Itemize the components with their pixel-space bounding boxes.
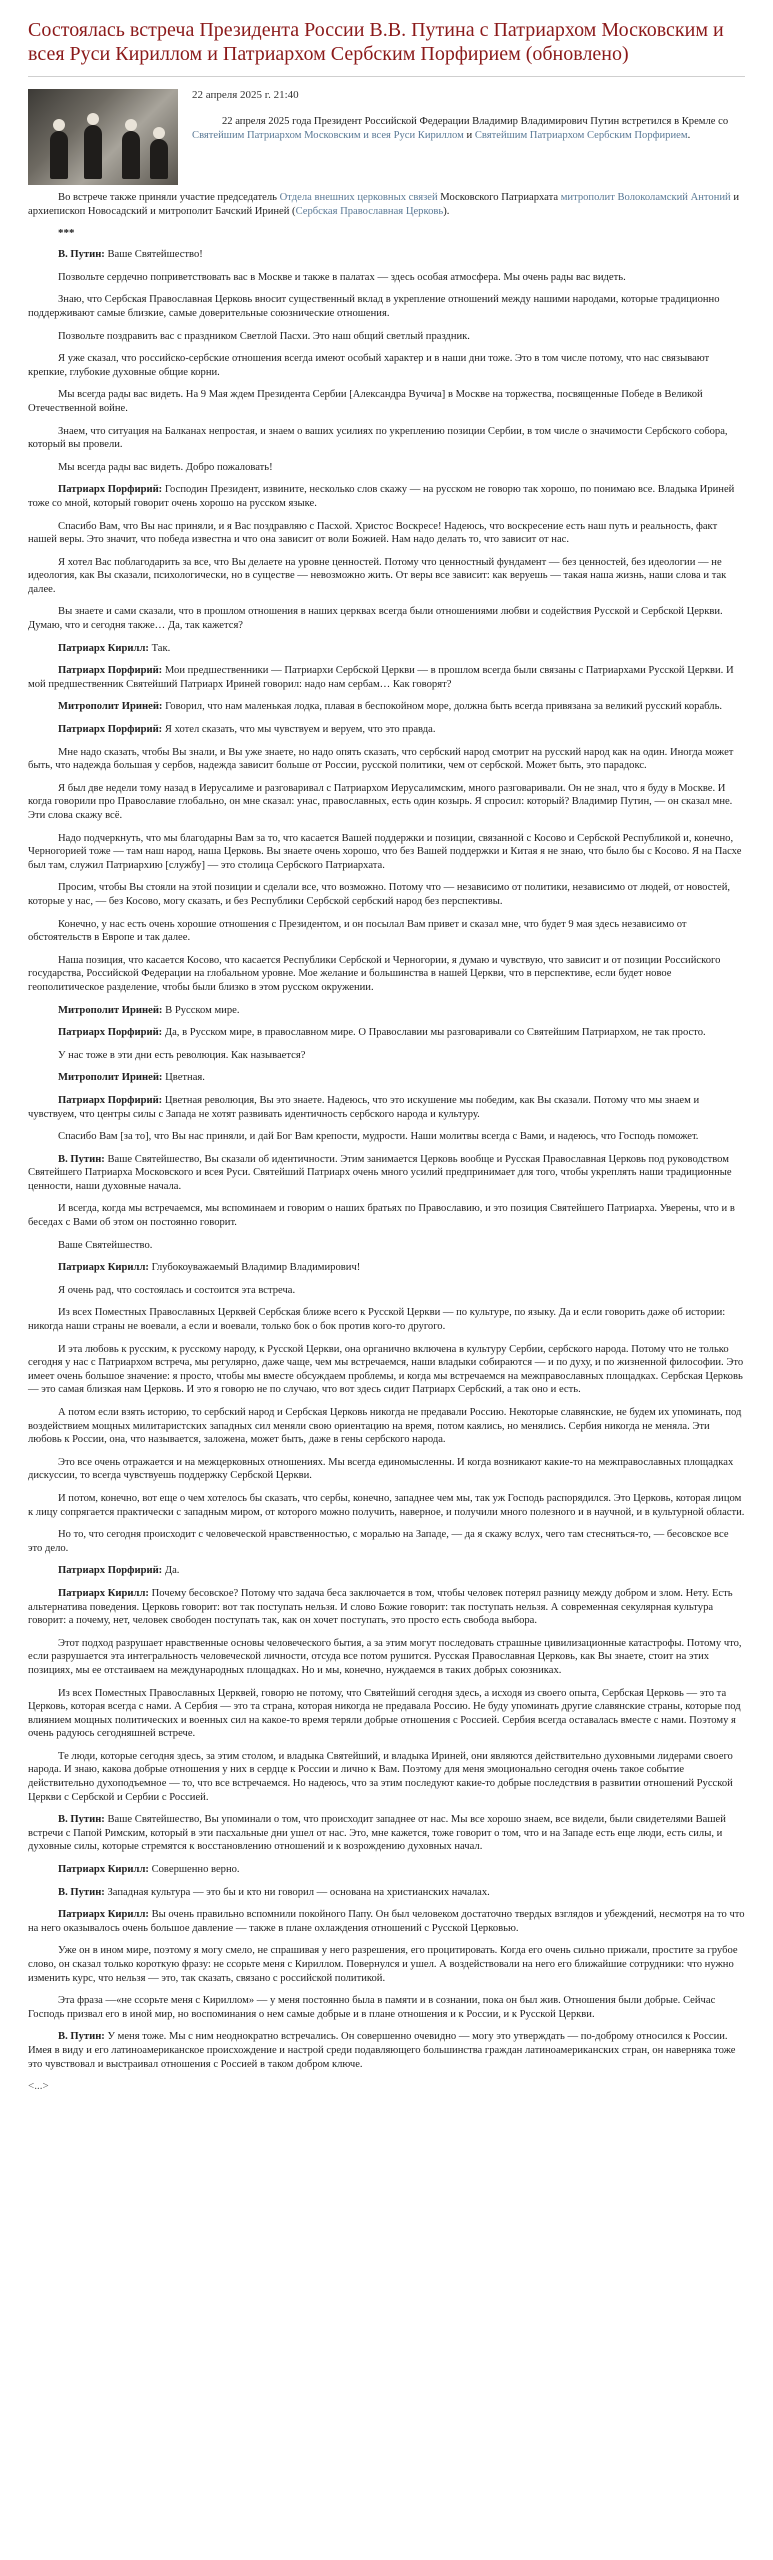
transcript-paragraph <box>28 1637 745 1678</box>
transcript-paragraph <box>28 556 745 597</box>
speaker-name: Митрополит Ириней: <box>58 1004 163 1016</box>
speaker-name: Патриарх Порфирий: <box>58 724 163 736</box>
article-photo[interactable] <box>28 89 178 185</box>
transcript-paragraph <box>28 832 745 873</box>
title-divider <box>28 76 745 77</box>
speaker-name: Патриарх Кирилл: <box>58 642 149 654</box>
paragraph-text: Из всех Поместных Православных Церквей Сербская ближе всего к Русской Церкви — по культуре, по языку. Да и если говорить даже об истории: никогда наши страны не воевали, а если и воевали, только бок о бок против кого-то другого. <box>28 1307 726 1333</box>
transcript-paragraph <box>28 746 745 773</box>
paragraph-text: И всегда, когда мы встречаемся, мы вспоминаем и говорим о наших братьях по Православию, и это позиция Святейшего Патриарха. Уверены, что и в беседах с Вами об этом он постоянно говорит. <box>28 1203 735 1229</box>
transcript-paragraph <box>28 1049 745 1063</box>
paragraph-text: Те люди, которые сегодня здесь, за этим столом, и владыка Святейший, и владыка Ириней, они являются действительно духовными лидерами своего народа. И знаю, какова добрые отношения у них в сердце к России и лично к Вам. Поэтому для меня эмоционально сегодня очень такое событие действительно духоподъемное — то, что все встречаемся. Но надеюсь, что за этим последуют какие-то добрые последствия в развитии отношений Русской Церкви с Сербской и Сербии с Россией. <box>28 1750 733 1803</box>
speaker-name: Патриарх Порфирий: <box>58 484 163 496</box>
article-title: Состоялась встреча Президента России В.В. Путина с Патриархом Московским и всея Руси Кириллом и Патриархом Сербским Порфирием (обновлено) <box>28 19 724 65</box>
paragraph-text: Наша позиция, что касается Косово, что касается Республики Сербской и Черногории, я думаю и чувствую, что зависит и от позиции Российского государства, Российской Федерации на глобальном уровне. Мое желание и большинства в нашей Церкви, что в перспективе, если будет новое геополитическое разделение, чтобы были близко в этом русском окружении. <box>28 954 721 993</box>
transcript-paragraph <box>28 2030 745 2071</box>
transcript-paragraph <box>28 1202 745 1229</box>
more-marker: <...> <box>28 2080 49 2093</box>
paragraph-text: И эта любовь к русским, к русскому народу, к Русской Церкви, она органично включена в культуру Сербии, сербского народа. Потому что не только сегодня у нас с Патриархом встреча, мы регулярно, даже чаще, чем мы встречаемся, наши владыки собираются — и по духу, и по жизненной философии. Это имеет очень большое значение: я просто, чтобы мы вместе обсуждаем проблемы, и когда мы встречаемся на межправославных площадках. Сербская Церковь — это самая близкая нам Церковь. И это я говорю не по случаю, что вот здесь сидит Патриарх Сербский, а так оно и есть. <box>28 1343 744 1396</box>
transcript-paragraph <box>28 782 745 823</box>
paragraph-text: Мы всегда рады вас видеть. На 9 Мая ждем Президента Сербии [Александра Вучича] в Москве на торжества, посвященные Победе в Великой Отечественной войне. <box>28 389 703 414</box>
paragraph-text: Это все очень отражается и на межцерковных отношениях. Мы всегда единомысленны. И когда возникают какие-то на межправославных площадках дискуссии, то всегда чувствуешь поддержку Сербской Церкви. <box>28 1456 734 1482</box>
transcript-paragraph <box>28 388 745 415</box>
link-serbian-church[interactable]: Сербская Православная Церковь <box>295 205 444 217</box>
paragraph-text: Конечно, у нас есть очень хорошие отношения с Президентом, и он посылал Вам привет и сказал мне, что будет 9 мая здесь независимо от обстоятельств в Европе и так далее. <box>28 918 687 944</box>
paragraph-text: Я был две недели тому назад в Иерусалиме и разговаривал с Патриархом Иерусалимским, много разговаривали. Он не знал, что я буду в Москве. И когда говорили про Православие глобально, он мне сказал: унас, православных, есть один козырь. Я спросил: который? Владимир Путин, — он сказал мне. Эти слова скажу всё. <box>28 782 733 821</box>
transcript-paragraph <box>28 520 745 547</box>
link-patriarch-kirill[interactable]: Святейшим Патриархом Московским и всея Руси Кириллом <box>192 129 464 141</box>
transcript-paragraph <box>28 271 745 285</box>
transcript-paragraph <box>28 1239 745 1253</box>
paragraph-text: Господин Президент, извините, несколько слов скажу — на русском не говорю так хорошо, по понимаю все. Владыка Ириней тоже со мной, который говорит очень хорошо на русском языке. <box>28 484 735 509</box>
transcript-paragraph <box>28 1153 745 1194</box>
transcript-paragraph <box>28 425 745 452</box>
speaker-name: В. Путин: <box>58 249 105 261</box>
paragraph-text: Ваше Святейшество. <box>58 1239 153 1251</box>
transcript-paragraph <box>28 1863 745 1877</box>
transcript-paragraph <box>28 723 745 737</box>
paragraph-text: Спасибо Вам, что Вы нас приняли, и я Вас поздравляю с Пасхой. Христос Воскресе! Надеюсь, что воскресение есть наш путь и реальность, факт нашей веры. Это значит, что победа известна и что она зависит от воли Божией. Нам надо делать то, что зависит от нас. <box>28 520 718 546</box>
transcript-paragraph <box>28 1094 745 1121</box>
paragraph-text: Ваше Святейшество, Вы упоминали о том, что происходит западнее от нас. Мы все хорошо знаем, все видели, были свидетелями Вашей встречи с Папой Римским, который в эти пасхальные дни ушел от нас. Это, мне кажется, тоже говорит о том, что и на Западе есть еще люди, есть силы, и духовные силы, которые стремятся к восстановлению отношений и к возрождению духовных начал. <box>28 1814 726 1853</box>
paragraph-text: Я хотел Вас поблагодарить за все, что Вы делаете на уровне ценностей. Потому что ценностный фундамент — без ценностей, без идеологии — не идеология, как Вы сказали, психологически, но в существе — невозможно жить. От веры все зависит: как веруешь — такая наша жизнь, наши слова и так далее. <box>28 556 727 595</box>
speaker-name: В. Путин: <box>58 1814 105 1826</box>
speaker-name: Патриарх Порфирий: <box>58 1027 163 1039</box>
paragraph-text: Знаю, что Сербская Православная Церковь вносит существенный вклад в укрепление отношений между нашими народами, которые традиционно поддерживают самые близкие, самые доверительные союзнические отношения. <box>28 294 720 319</box>
transcript-paragraph <box>28 1306 745 1333</box>
transcript-paragraph <box>28 330 745 344</box>
paragraph-text: Почему бесовское? Потому что задача беса заключается в том, чтобы человек потерял разницу между добром и злом. Нету. Есть альтернатива поведения. Церковь говорит: вот так поступать нельзя. И слово Божие говорит: так поступать нельзя. А современная секулярная культура говорит: а почему, нет, человек свободен поступать так, как он хочет поступать, это просто есть свобода выбора. <box>28 1587 733 1627</box>
transcript-paragraph <box>28 483 745 510</box>
transcript-paragraph <box>28 881 745 908</box>
transcript-paragraph <box>28 1908 745 1935</box>
paragraph-text: Я уже сказал, что российско-сербские отношения всегда имеют особый характер и в наши дни тоже. Это в том числе потому, что нас связывают крепкие, глубокие духовные общие корни. <box>28 353 710 378</box>
paragraph-text: У нас тоже в эти дни есть революция. Как называется? <box>58 1049 306 1061</box>
transcript-paragraph <box>28 664 745 691</box>
transcript-paragraph <box>28 1071 745 1085</box>
paragraph-text: Знаем, что ситуация на Балканах непростая, и знаем о ваших усилиях по укреплению позиции Сербии, в том числе о значимости Сербского собора, который вы провели. <box>28 425 728 451</box>
paragraph-text: Западная культура — это бы и кто ни говорил — основана на христианских началах. <box>104 1886 490 1898</box>
transcript-paragraph <box>28 1528 745 1555</box>
transcript-paragraph <box>28 1994 745 2021</box>
paragraph-text: Этот подход разрушает нравственные основы человеческого бытия, а за этим могут последовать страшные цивилизационные катастрофы. Потому что, если разрушается эта интегральность человеческой личности, отсуда все потом рушится. Русская Православная Церковь, как Вы знаете, стоит на этих позициях, мы ее отстаиваем на международных площадках. Но и мы, конечно, нуждаемся в таких добрых союзниках. <box>28 1637 742 1676</box>
paragraph-text: Говорил, что нам маленькая лодка, плавая в беспокойном море, должна быть всегда привязана за великий русский корабль. <box>162 701 723 713</box>
speaker-name: Патриарх Порфирий: <box>58 665 163 677</box>
article <box>14 0 759 2092</box>
transcript-paragraph <box>28 1004 745 1018</box>
article-date: 22 апреля 2025 г. 21:40 <box>192 89 299 101</box>
paragraph-text: Из всех Поместных Православных Церквей, говорю не потому, что Святейший сегодня здесь, а исходя из своего опыта, Сербская Церковь — это та Церковь, которая всегда с нами. А Сербия — это та страна, которая никогда не предавала Россию. Не буду упоминать другие славянские страны, которые под влиянием мощных политических и военных сил на какое-то время теряли добрые отношения с Россией. Сербия всегда оставалась вместе с нами. Поэтому я очень радуюсь сегодняшней встрече. <box>28 1687 741 1740</box>
paragraph-text: Но то, что сегодня происходит с человеческой нравственностью, с моралью на Западе, — да я скажу вслух, чего там стесняться-то, — бесовское все это дело. <box>28 1529 729 1554</box>
speaker-name: Митрополит Ириней: <box>58 1072 163 1084</box>
transcript-paragraph <box>28 1944 745 1985</box>
paragraph-text: Так. <box>148 642 171 654</box>
transcript-paragraph <box>28 1587 745 1628</box>
paragraph-text: Я хотел сказать, что мы чувствуем и веруем, что это правда. <box>162 724 436 736</box>
paragraph-text: Вы очень правильно вспомнили покойного Папу. Он был человеком достаточно твердых взглядов и убеждений, несмотря на то что на него оказывалось очень большое давление — также в плане охлаждения отношений с Русской Церковью. <box>28 1909 745 1934</box>
paragraph-text: Да. <box>162 1565 180 1577</box>
transcript-paragraph <box>28 1750 745 1804</box>
link-patriarch-porfirije[interactable]: Святейшим Патриархом Сербским Порфирием <box>474 129 688 141</box>
paragraph-text: И потом, конечно, вот еще о чем хотелось бы сказать, что сербы, конечно, западнее чем мы, так уж Господь распорядился. Это Церковь, которая лицом к лицу сопрягается практически с западным миром, от которого можно получить, наверное, и получили много полезного и в научной, и в культурной области. <box>28 1492 745 1518</box>
paragraph-text: У меня тоже. Мы с ним неоднократно встречались. Он совершенно очевидно — могу это утверждать — по-доброму относился к России. Имея в виду и его латиноамериканское происхождение и настрой среди подавляющего большинства граждан латиноамериканских стран, он наверняка тоже это чувствовал и выстраивал отношения с Россией в таком добром ключе. <box>28 2031 736 2070</box>
link-metropolitan-anthony[interactable]: митрополит Волоколамский Антоний <box>560 192 731 203</box>
transcript-paragraph <box>28 1343 745 1397</box>
paragraph-text: Глубокоуважаемый Владимир Владимирович! <box>148 1262 361 1274</box>
article-lead <box>28 89 745 185</box>
paragraph-text: Да, в Русском мире, в православном мире. О Православии мы разговаривали со Святейшим Патриархом, не так просто. <box>162 1027 706 1039</box>
transcript-paragraph <box>28 1813 745 1854</box>
paragraph-text: Просим, чтобы Вы стояли на этой позиции и сделали все, что возможно. Потому что — независимо от политики, независимо от людей, от новостей, которые у нас, — без Косово, могу сказать, и без Республики Сербской сербский народ без перспективы. <box>28 882 731 907</box>
paragraph-text: В Русском мире. <box>162 1004 240 1016</box>
paragraph-text: Ваше Святейшество! <box>104 249 203 261</box>
transcript-paragraph <box>28 1284 745 1298</box>
paragraph-text: Спасибо Вам [за то], что Вы нас приняли, и дай Бог Вам крепости, мудрости. Наши молитвы всегда с Вами, и надеюсь, что Господь поможет. <box>58 1131 699 1143</box>
speaker-name: В. Путин: <box>58 2031 105 2043</box>
transcript-paragraph <box>28 1456 745 1483</box>
speaker-name: Патриарх Кирилл: <box>58 1909 149 1921</box>
paragraph-text: Я очень рад, что состоялась и состоится эта встреча. <box>58 1284 296 1296</box>
transcript-paragraph <box>28 248 745 262</box>
paragraph-text: Вы знаете и сами сказали, что в прошлом отношения в наших церквах всегда были отношениями любви и содействия Русской и Сербской Церкви. Думаю, что и сегодня также… Да, так кажется? <box>28 606 723 632</box>
speaker-name: Патриарх Кирилл: <box>58 1864 149 1876</box>
transcript-paragraph <box>28 1026 745 1040</box>
transcript-paragraph <box>28 461 745 475</box>
paragraph-text: Уже он в ином мире, поэтому я могу смело, не спрашивая у него разрешения, его процитировать. Когда его очень сильно прижали, простите за грубое слово, он сказал только короткую фразу: не ссорьте меня с Кириллом. Повернулся и ушел. А воздействовали на него его ближайшие сотрудники: что нужно изменить курс, что нельзя — это, так сказать, связано с российской политикой. <box>28 1945 738 1984</box>
transcript-paragraph <box>28 1406 745 1447</box>
transcript-paragraph <box>28 918 745 945</box>
transcript-paragraph <box>28 1492 745 1519</box>
paragraph-text: Надо подчеркнуть, что мы благодарны Вам за то, что касается Вашей поддержки и позиции, связанной с Косово и Сербской Республикой и, конечно, Черногорией тоже — там наш народ, наша Церковь. Вы знаете очень хорошо, что без Вашей поддержки и Китая я не знаю, что было бы с Косово. Я на Пасхе был там, служил Патриархию [службу] — это столица Сербского Патриархата. <box>28 832 742 871</box>
transcript-paragraph <box>28 1130 745 1144</box>
paragraph-text: Мои предшественники — Патриархи Сербской Церкви — в прошлом всегда были связаны с Патриархами Русской Церкви. И мой предшественник Святейший Патриарх Ириней говорил: надо нам сербам… Как говорят? <box>28 665 734 690</box>
paragraph-text: Цветная революция, Вы это знаете. Надеюсь, что это искушение мы победим, как Вы сказали. Потому что мы знаем и чувствуем, что центры силы с Запада не хотят развивать идентичность сербского народа и культуру. <box>28 1094 700 1120</box>
intro-paragraph-1: 22 апреля 2025 года Президент Российской Федерации Владимир Владимирович Путин встретился в Кремле со Святейшим Патриархом Московским и всея Руси Кириллом и Святейшим Патриархом Сербским Порфирием. <box>192 116 729 141</box>
transcript-paragraph <box>28 1687 745 1741</box>
transcript-paragraph <box>28 1886 745 1900</box>
transcript-paragraph <box>28 954 745 995</box>
paragraph-text: Позвольте сердечно поприветствовать вас в Москве и также в палатах — здесь особая атмосфера. Мы очень рады вас видеть. <box>58 271 626 283</box>
link-decr[interactable]: Отдела внешних церковных связей <box>279 192 438 203</box>
speaker-name: Патриарх Кирилл: <box>58 1262 149 1274</box>
paragraph-text: Эта фраза —«не ссорьте меня с Кириллом» — у меня постоянно была в памяти и в сознании, пока он был жив. Отношения были добрые. Сейчас Господь призвал его в иной мир, но воспоминания о нем самые добрые и в плане отношения и к России, и к Русской Церкви. <box>28 1995 716 2020</box>
paragraph-text: Ваше Святейшество, Вы сказали об идентичности. Этим занимается Церковь вообще и Русская Православная Церковь под руководством Святейшего Патриарха Московского и всея Руси. Святейший Патриарх очень много усилий предпринимает для того, чтобы укреплять наши традиционные ценности, наши духовные начала. <box>28 1153 732 1192</box>
transcript-paragraph <box>28 1261 745 1275</box>
speaker-name: Патриарх Порфирий: <box>58 1094 163 1106</box>
speaker-name: В. Путин: <box>58 1886 105 1898</box>
transcript <box>28 248 745 2071</box>
transcript-paragraph <box>28 352 745 379</box>
paragraph-text: Цветная. <box>162 1072 205 1084</box>
paragraph-text: А потом если взять историю, то сербский народ и Сербская Церковь никогда не предавали Россию. Некоторые славянские, не будем их упоминать, под воздействием мощных милитаристских западных сил меняли свою ориентацию на время, потом каялись, но менялись. Сербия никогда не меняла. Эти любовь к России, она, что называется, заложена, может быть, даже в гены сербского народа. <box>28 1407 742 1446</box>
transcript-paragraph <box>28 293 745 320</box>
intro-paragraph-2: Во встрече также приняли участие председатель Отдела внешних церковных связей Московского Патриархата митрополит Волоколамский Антоний и архиепископ Новосадский и митрополит Бачский Ириней (Сербская Православная Церковь). <box>28 192 740 217</box>
section-separator: *** <box>58 227 75 240</box>
transcript-paragraph <box>28 700 745 714</box>
speaker-name: Патриарх Кирилл: <box>58 1587 149 1599</box>
transcript-paragraph <box>28 642 745 656</box>
paragraph-text: Мы всегда рады вас видеть. Добро пожаловать! <box>58 461 273 473</box>
speaker-name: Патриарх Порфирий: <box>58 1565 163 1577</box>
speaker-name: В. Путин: <box>58 1153 105 1165</box>
paragraph-text: Позвольте поздравить вас с праздником Светлой Пасхи. Это наш общий светлый праздник. <box>58 330 470 342</box>
transcript-paragraph <box>28 605 745 632</box>
paragraph-text: Совершенно верно. <box>148 1864 240 1876</box>
transcript-paragraph <box>28 1564 745 1578</box>
speaker-name: Митрополит Ириней: <box>58 701 163 713</box>
paragraph-text: Мне надо сказать, чтобы Вы знали, и Вы уже знаете, но надо опять сказать, что сербский народ смотрит на русский народ как на один. Иногда может быть, что надежда большая у сербов, надежда зависит больше от России, русской политики, чем от сербской. Может быть, это парадокс. <box>28 746 734 772</box>
